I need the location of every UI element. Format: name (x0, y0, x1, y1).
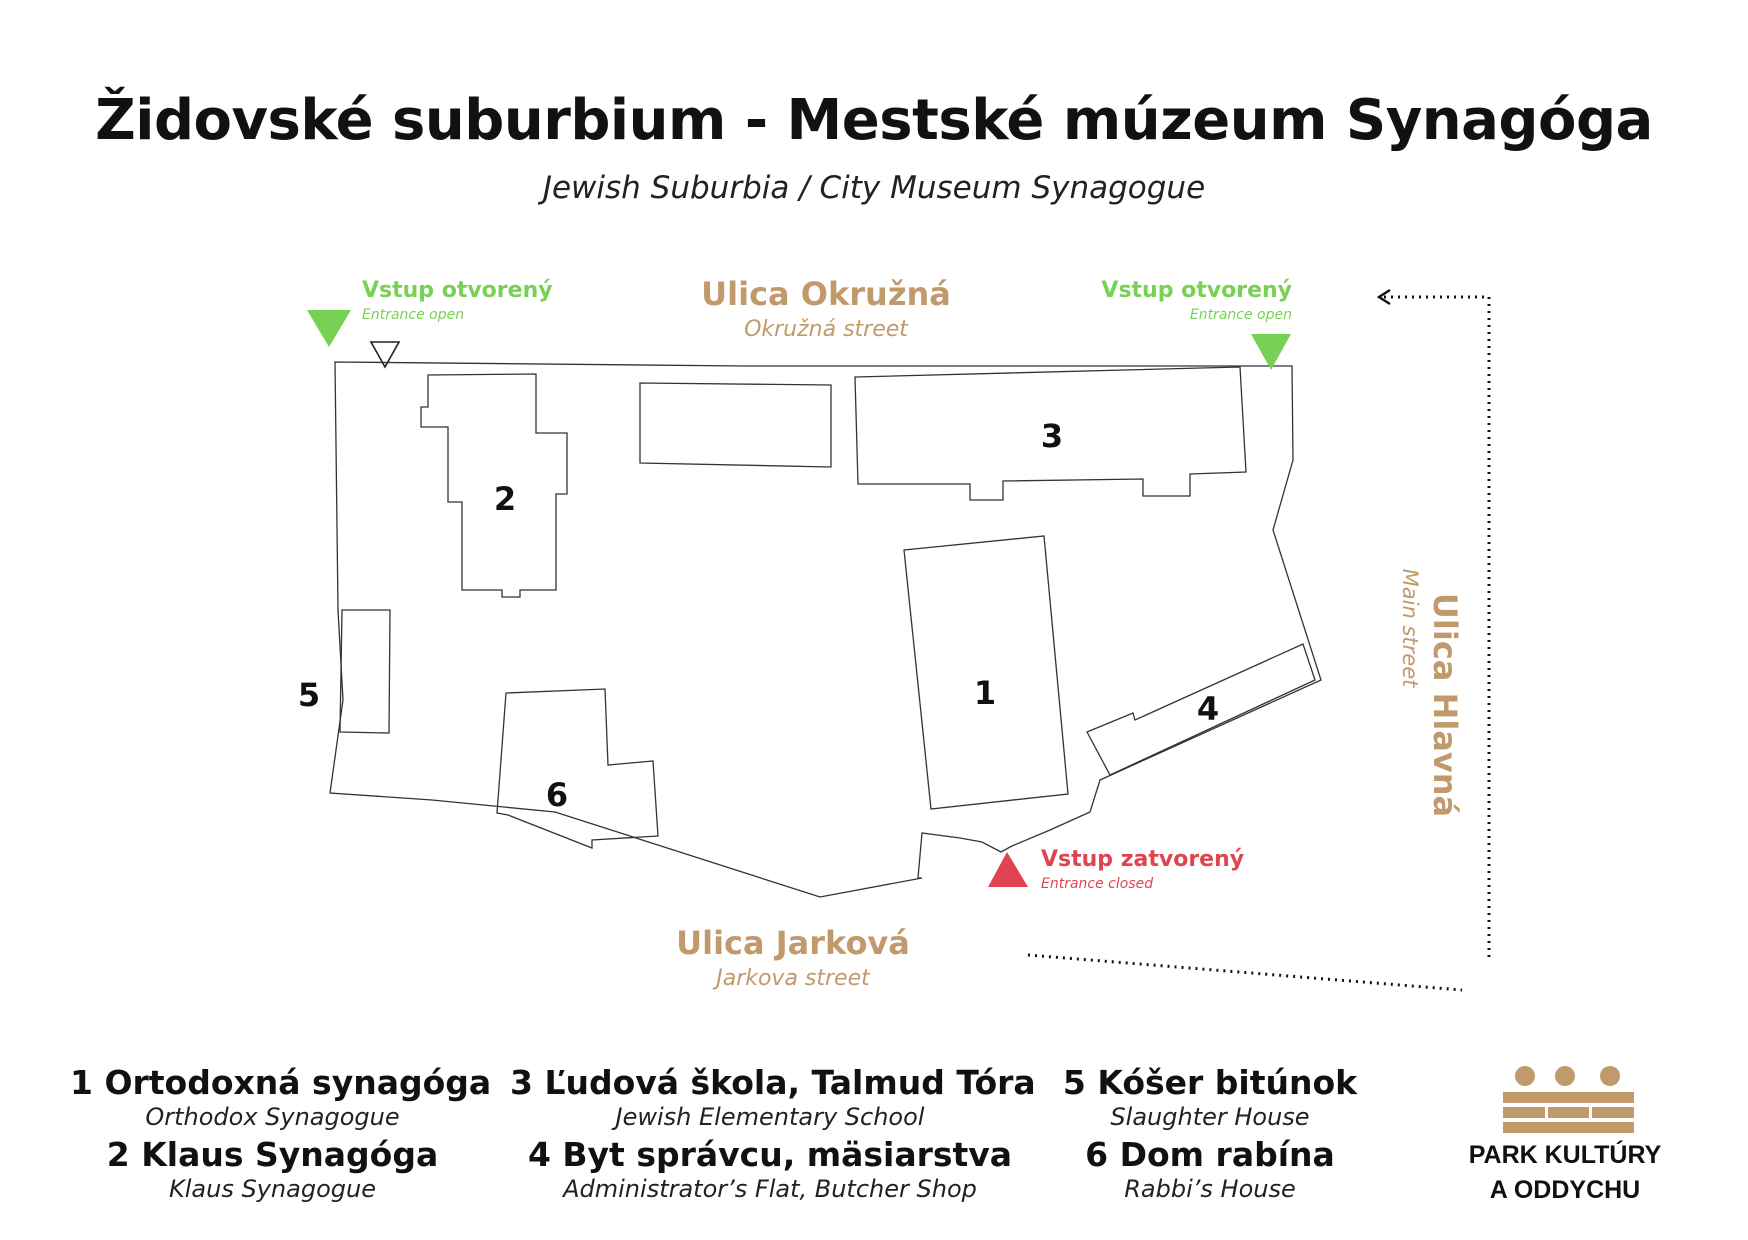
legend-column-2 (510, 1063, 1036, 1207)
entrance-south-label: Vstup zatvorený (1041, 847, 1245, 872)
entrance-closed-marker (988, 852, 1028, 887)
legend-name: 2 Klaus Synagóga (106, 1135, 439, 1174)
building-unnamed-outline (640, 383, 831, 467)
building-number-2: 2 (493, 480, 517, 518)
entrance-ne-en: Entrance open (1189, 307, 1292, 323)
street-south-en: Jarkova street (716, 966, 870, 991)
legend-item-3 (510, 1063, 1036, 1135)
building-number-5: 5 (297, 676, 321, 714)
page-subtitle: Jewish Suburbia / City Museum Synagogue (542, 170, 1206, 206)
page-title: Židovské suburbium - Mestské múzeum Synagóga (95, 88, 1653, 153)
entrance-ne-label: Vstup otvorený (1101, 278, 1292, 303)
legend-item-5 (1060, 1063, 1360, 1135)
legend-en: Orthodox Synagogue (145, 1103, 400, 1131)
street-north-en: Okružná street (744, 317, 908, 342)
entrance-small-marker (371, 342, 399, 367)
logo-line-2: A ODDYCHU (1489, 1176, 1641, 1204)
legend-en: Rabbi’s House (1124, 1175, 1296, 1203)
site-boundary (330, 362, 1321, 897)
legend-item-6 (1060, 1135, 1360, 1207)
logo-line-1: PARK KULTÚRY (1468, 1141, 1662, 1169)
logo-text (1445, 1138, 1685, 1208)
legend-name: 5 Kóšer bitúnok (1062, 1063, 1358, 1102)
building-number-6: 6 (545, 776, 569, 814)
legend-column-1 (70, 1063, 492, 1207)
legend-en: Administrator’s Flat, Butcher Shop (563, 1175, 977, 1203)
building-number-4: 4 (1196, 690, 1220, 728)
entrance-open-nw-marker (307, 310, 351, 347)
street-east-en: Main street (1398, 568, 1422, 688)
legend-name: 4 Byt správcu, mäsiarstva (527, 1135, 1013, 1174)
street-south-name: Ulica Jarková (676, 924, 910, 962)
entrance-south-en: Entrance closed (1041, 876, 1154, 892)
building-number-1: 1 (973, 674, 997, 712)
legend-item-2 (70, 1135, 475, 1207)
legend-en: Klaus Synagogue (169, 1175, 376, 1203)
entrance-open-ne-marker (1251, 334, 1291, 370)
legend-en: Slaughter House (1110, 1103, 1310, 1131)
legend-name: 1 Ortodoxná synagóga (70, 1063, 492, 1102)
building-number-3: 3 (1040, 417, 1064, 455)
entrance-nw-label: Vstup otvorený (362, 278, 553, 303)
street-north-name: Ulica Okružná (701, 275, 951, 313)
building-6-outline (497, 689, 658, 848)
building-5-outline (340, 610, 390, 733)
street-east-name: Ulica Hlavná (1426, 592, 1464, 818)
entrance-nw-en: Entrance open (362, 307, 465, 323)
building-1-outline (904, 536, 1068, 809)
legend-item-1 (70, 1063, 492, 1135)
legend-item-4 (510, 1135, 1030, 1207)
legend-en: Jewish Elementary School (615, 1103, 925, 1131)
legend-name: 6 Dom rabína (1085, 1135, 1335, 1174)
legend-column-3 (1060, 1063, 1360, 1207)
park-logo-icon (1503, 1066, 1634, 1133)
legend-name: 3 Ľudová škola, Talmud Tóra (510, 1063, 1036, 1102)
